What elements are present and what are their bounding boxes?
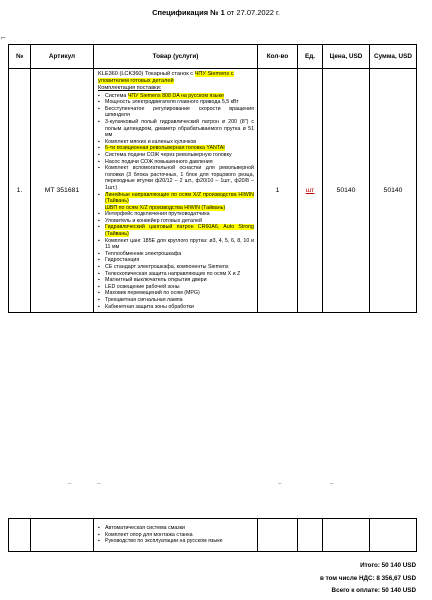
list-item: ▪ Комплект опор для монтажа станка (98, 532, 254, 539)
table-row (9, 69, 417, 313)
list-item (98, 165, 254, 191)
total-line: Итого: 50 140 USD (360, 562, 416, 569)
list-item (98, 93, 254, 100)
totals-block (320, 560, 416, 598)
list-item (98, 238, 254, 251)
specification-table (8, 44, 417, 313)
item-text: СЕ стандарт электрошкафа, компоненты Siemens (105, 264, 229, 271)
vat-line: в том числе НДС: 8 356,67 USD (320, 574, 416, 582)
list-item: ▪ Руководство по эксплуатации на русском языке (98, 538, 254, 545)
row-price: 50140 (323, 69, 370, 313)
list-item (98, 304, 254, 311)
header-article: Артикул (31, 45, 94, 69)
equipment-list (98, 93, 254, 311)
item-text: Комплект мягких и каленых кулачков (105, 138, 197, 145)
list-item (98, 119, 254, 139)
product-title (98, 71, 254, 85)
item-text: Кабинетная защита зоны обработки (105, 303, 194, 310)
corner-mark: ⌐ (1, 33, 6, 42)
empty-cell (258, 519, 298, 552)
item-text: Мощность электродвигателя главного привода 5,5 кВт (105, 99, 239, 106)
header-unit: Ед. (298, 45, 323, 69)
item-text: Комплект вспомогательной оснастки для револьверной головки (3 блока расточных, 1 блок для торцового резца, переходные втулки ф20/12 – 2 шт., ф20/10 – 1шт., ф20/8 – 1шт.) (105, 165, 254, 191)
empty-cell (31, 519, 94, 552)
section-heading: Комплектация поставки: (98, 85, 162, 92)
list-item (98, 224, 254, 237)
list-item (98, 277, 254, 284)
row-goods (94, 69, 258, 313)
item-text: Телескопическая защита направляющих по осям X и Z (105, 270, 241, 277)
title-number: Спецификация № 1 (152, 8, 225, 17)
list-item (98, 99, 254, 106)
item-text: Линейные направляющие по осям X/Z производства HIWIN (Тайвань) (105, 191, 254, 205)
continuation-goods (94, 519, 258, 552)
dash-mark: – (278, 481, 282, 487)
dash-mark: – (97, 481, 101, 487)
item-text: Интерфейс подключения прутководатчика (105, 211, 210, 218)
table-header-row (9, 45, 417, 69)
item-text: Гидростанция (105, 257, 140, 264)
item-text: Теплообменник электрошкафа (105, 250, 182, 257)
document-title (0, 8, 432, 17)
list-item (98, 251, 254, 258)
item-text: LED освещение рабочей зоны (105, 283, 180, 290)
item-text: 3-кулачковый полый гидравлический патрон ø 200 (8") с полым цилиндром, диаметр обрабатываемого прутка ø 51 мм (105, 118, 254, 139)
item-text: Насос подачи СОЖ повышенного давления (105, 158, 213, 165)
list-item (98, 297, 254, 304)
list-item (98, 139, 254, 146)
item-text: Магнитный выключатель открытия двери (105, 277, 207, 284)
list-item (98, 192, 254, 205)
row-qty: 1 (258, 69, 298, 313)
list-item (98, 257, 254, 264)
unit-value: шт (305, 187, 315, 195)
row-sum: 50140 (370, 69, 417, 313)
header-sum: Сумма, USD (370, 45, 417, 69)
item-text: Маховик перемещений по осям (MPG) (105, 290, 200, 297)
empty-cell (298, 519, 323, 552)
dash-mark: – (68, 481, 72, 487)
header-number: № (9, 45, 31, 69)
list-item (98, 211, 254, 218)
row-article: МТ 351681 (31, 69, 94, 313)
row-index: 1. (9, 69, 31, 313)
payment-line: Всего к оплате: 50 140 USD (331, 587, 416, 594)
list-item (98, 145, 254, 152)
header-goods: Товар (услуги) (94, 45, 258, 69)
continuation-list (94, 525, 257, 545)
item-text: Система (105, 92, 128, 99)
list-item: ▪ Автоматическая система смазки (98, 525, 254, 532)
product-title-highlight: ЧПУ Siemens с уловителем готовых деталей (98, 71, 234, 85)
title-date: от 27.07.2022 г. (224, 8, 280, 17)
dash-mark: – (330, 481, 334, 487)
empty-cell (323, 519, 370, 552)
list-item (98, 290, 254, 297)
table-row (9, 519, 417, 552)
item-text: Трехцветная сигнальная лампа (105, 297, 183, 304)
item-text: Система подачи СОЖ через револьверную головку (105, 151, 232, 158)
item-text: Гидравлический цанговый патрон CR60A6, Auto Strong (Тайвань) (105, 224, 254, 238)
empty-cell (9, 519, 31, 552)
list-item (98, 152, 254, 159)
item-text: Бесступенчатое регулирование скорости вращения шпинделя (105, 105, 254, 119)
item-text: Комплект цанг 185Е для круглого прутка: ø3, 4, 5, 6, 8, 10 и 11 мм (105, 237, 254, 251)
item-text: 6-ти позиционная револьверная головка YANTAI (105, 145, 225, 152)
item-highlight: ЧПУ Siemens 808 DA на русском языке (127, 92, 224, 99)
item-text: Уловитель и конвейер готовых деталей (105, 217, 202, 224)
header-price: Цена, USD (323, 45, 370, 69)
list-item (98, 264, 254, 271)
list-item (98, 106, 254, 119)
page-break-marks (8, 481, 416, 487)
header-qty: Кол-во (258, 45, 298, 69)
empty-cell (370, 519, 417, 552)
item-text: ШВП по осям X/Z производства HIWIN (Тайвань) (105, 204, 226, 211)
continuation-table (8, 518, 417, 552)
row-unit (298, 69, 323, 313)
product-title-plain: KLE360 (LCK360) Токарный станок с (98, 71, 195, 77)
